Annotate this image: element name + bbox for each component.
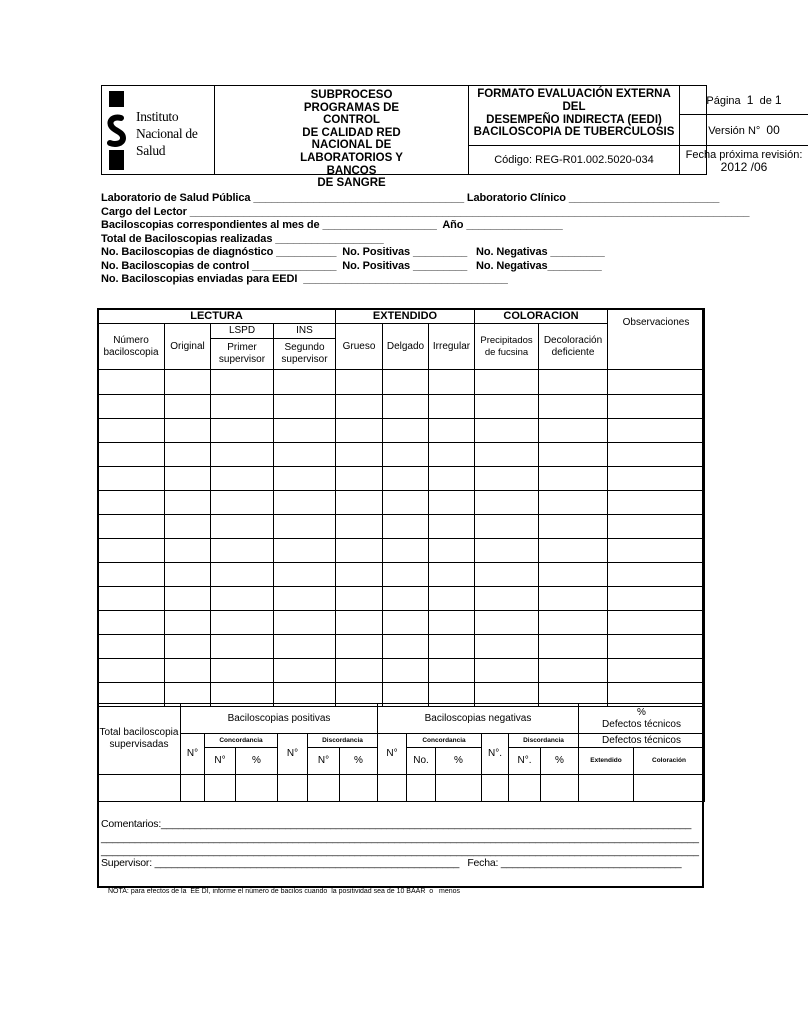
table-cell[interactable] [429, 587, 475, 611]
subprocess-line: DE SANGRE [317, 177, 386, 190]
table-cell[interactable] [274, 395, 336, 419]
summary-input-cell[interactable] [205, 775, 236, 802]
lectura-header: LECTURA [98, 309, 336, 324]
table-cell[interactable] [98, 515, 165, 539]
table-cell[interactable] [336, 419, 383, 443]
defecto-extendido: Extendido [579, 748, 634, 775]
table-cell[interactable] [429, 491, 475, 515]
table-cell[interactable] [475, 587, 539, 611]
table-cell[interactable] [383, 395, 429, 419]
reading-table [97, 308, 705, 707]
form-line-cargo[interactable]: Cargo del Lector _____________________________________________________________________________________________ [101, 206, 750, 218]
table-cell[interactable] [165, 443, 211, 467]
comentarios-field[interactable]: Comentarios:______________________________________________________________________________________________ [101, 818, 692, 830]
table-cell[interactable] [336, 587, 383, 611]
pos-disc-n: N° [308, 748, 340, 775]
pos-conc-pct: % [236, 748, 278, 775]
table-cell[interactable] [274, 563, 336, 587]
table-cell[interactable] [608, 563, 705, 587]
table-cell[interactable] [98, 587, 165, 611]
summary-input-cell[interactable] [278, 775, 308, 802]
ins-logo-icon [106, 114, 127, 148]
total-supervisadas: Total baciloscopia supervisadas [98, 704, 181, 775]
table-cell[interactable] [608, 587, 705, 611]
form-line-control[interactable]: No. Baciloscopias de control ______________ No. Positivas _________ No. Negativas_________ [101, 260, 602, 272]
format-cell [469, 86, 680, 174]
table-cell[interactable] [211, 587, 274, 611]
table-cell[interactable] [336, 515, 383, 539]
table-cell[interactable] [475, 395, 539, 419]
table-cell[interactable] [429, 395, 475, 419]
footnote: NOTA: para efectos de la EE DI, informe el número de bacilos cuando la positividad sea de 10 BAAR o menos [108, 888, 460, 895]
table-cell[interactable] [336, 443, 383, 467]
table-cell[interactable] [475, 611, 539, 635]
table-cell[interactable] [383, 443, 429, 467]
summary-input-cell[interactable] [436, 775, 482, 802]
table-cell[interactable] [274, 515, 336, 539]
form-line-mes[interactable]: Baciloscopias correspondientes al mes de ___________________ Año ________________ [101, 219, 563, 231]
table-row [98, 443, 705, 467]
format-line: BACILOSCOPIA DE TUBERCULOSIS [473, 126, 675, 139]
format-line: FORMATO EVALUACIÓN EXTERNA DEL [477, 88, 671, 113]
table-cell[interactable] [539, 370, 608, 395]
table-cell[interactable] [383, 611, 429, 635]
table-cell[interactable] [539, 635, 608, 659]
table-cell[interactable] [336, 370, 383, 395]
coloracion-header: COLORACION [475, 309, 608, 324]
table-cell[interactable] [539, 395, 608, 419]
table-cell[interactable] [383, 370, 429, 395]
form-line-diagnostico[interactable]: No. Baciloscopias de diagnóstico __________ No. Positivas _________ No. Negativas _________ [101, 246, 605, 258]
table-cell[interactable] [539, 539, 608, 563]
precipitados-header: Precipitados de fucsina [475, 324, 539, 370]
table-cell[interactable] [211, 515, 274, 539]
logo-text [136, 108, 198, 159]
table-cell[interactable] [274, 467, 336, 491]
table-cell[interactable] [539, 419, 608, 443]
table-cell[interactable] [475, 491, 539, 515]
table-cell[interactable] [336, 635, 383, 659]
form-line-total[interactable]: Total de Baciloscopias realizadas __________________ [101, 233, 384, 245]
table-cell[interactable] [383, 563, 429, 587]
table-cell[interactable] [539, 467, 608, 491]
table-cell[interactable] [608, 370, 705, 395]
supervisor-fecha-field[interactable]: Supervisor: ______________________________________________________ Fecha: ________________________________ [101, 857, 682, 869]
version-info [680, 115, 808, 146]
table-cell[interactable] [608, 443, 705, 467]
table-row [98, 395, 705, 419]
table-cell[interactable] [429, 419, 475, 443]
table-cell[interactable] [383, 635, 429, 659]
grueso-header: Grueso [336, 324, 383, 370]
table-row [98, 587, 705, 611]
table-cell[interactable] [608, 635, 705, 659]
pos-n-header: N° [181, 734, 205, 775]
summary-input-cell[interactable] [407, 775, 436, 802]
summary-input-cell[interactable] [181, 775, 205, 802]
neg-concordancia-header: Concordancia [407, 734, 482, 748]
table-cell[interactable] [608, 395, 705, 419]
table-cell[interactable] [539, 563, 608, 587]
table-row [98, 467, 705, 491]
table-cell[interactable] [429, 563, 475, 587]
table-row [98, 563, 705, 587]
table-cell[interactable] [336, 467, 383, 491]
table-row [98, 611, 705, 635]
table-row [98, 491, 705, 515]
table-cell[interactable] [98, 635, 165, 659]
table-cell[interactable] [98, 443, 165, 467]
subprocess-line: SUBPROCESO [310, 89, 393, 101]
table-cell[interactable] [475, 635, 539, 659]
table-cell[interactable] [98, 370, 165, 395]
comentarios-line-3[interactable]: __________________________________________________________________________________________________________ [101, 845, 699, 857]
negativas-header: Baciloscopias negativas [378, 704, 579, 734]
table-cell[interactable] [165, 419, 211, 443]
table-cell[interactable] [608, 515, 705, 539]
table-cell[interactable] [475, 539, 539, 563]
table-cell[interactable] [165, 611, 211, 635]
subprocess-line: NACIONAL DE [311, 139, 392, 152]
pos-conc-n: N° [205, 748, 236, 775]
table-cell[interactable] [429, 370, 475, 395]
defecto-coloracion: Coloración [634, 748, 705, 775]
next-rev-value: 2012 /06 [720, 160, 768, 174]
table-cell[interactable] [98, 659, 165, 683]
table-cell[interactable] [383, 587, 429, 611]
subprocess-title [215, 89, 468, 190]
table-cell[interactable] [98, 539, 165, 563]
summary-input-cell[interactable] [236, 775, 278, 802]
table-cell[interactable] [475, 443, 539, 467]
original-header: Original [165, 324, 211, 370]
table-cell[interactable] [336, 563, 383, 587]
defectos-pct-header [579, 704, 705, 734]
table-cell[interactable] [336, 491, 383, 515]
page-label: Página [706, 95, 741, 107]
pct-symbol: % [637, 706, 646, 718]
extendido-header: EXTENDIDO [336, 309, 475, 324]
table-cell[interactable] [274, 491, 336, 515]
table-cell[interactable] [429, 659, 475, 683]
table-cell[interactable] [539, 443, 608, 467]
table-cell[interactable] [383, 515, 429, 539]
table-cell[interactable] [211, 539, 274, 563]
form-line-laboratorio[interactable]: Laboratorio de Salud Pública ___________________________________ Laboratorio Clínico _________________________ [101, 192, 720, 204]
table-cell[interactable] [165, 395, 211, 419]
table-cell[interactable] [539, 611, 608, 635]
table-cell[interactable] [539, 659, 608, 683]
neg-discordancia-header: Discordancia [509, 734, 579, 748]
table-cell[interactable] [165, 659, 211, 683]
table-cell[interactable] [539, 587, 608, 611]
page-total: 1 [774, 93, 782, 107]
pos-n2-header: N° [278, 734, 308, 775]
table-cell[interactable] [211, 563, 274, 587]
page-number [680, 86, 808, 115]
segundo-supervisor-header: Segundo supervisor [274, 339, 336, 370]
numero-header: Número baciloscopia [98, 324, 165, 370]
format-title [469, 86, 679, 146]
pos-discordancia-header: Discordancia [308, 734, 378, 748]
summary-input-cell[interactable] [308, 775, 340, 802]
table-cell[interactable] [539, 515, 608, 539]
summary-input-cell[interactable] [579, 775, 634, 802]
table-row [98, 515, 705, 539]
table-cell[interactable] [98, 419, 165, 443]
table-cell[interactable] [274, 635, 336, 659]
neg-conc-n: No. [407, 748, 436, 775]
pos-disc-pct: % [340, 748, 378, 775]
neg-n-header: N° [378, 734, 407, 775]
table-cell[interactable] [475, 563, 539, 587]
table-cell[interactable] [274, 611, 336, 635]
table-cell[interactable] [336, 539, 383, 563]
summary-input-cell[interactable] [378, 775, 407, 802]
summary-input-cell[interactable] [509, 775, 541, 802]
primer-supervisor-header: Primer supervisor [211, 339, 274, 370]
comentarios-line-2[interactable]: __________________________________________________________________________________________________________ [101, 832, 699, 844]
table-cell[interactable] [336, 611, 383, 635]
summary-table [97, 703, 705, 802]
summary-input-cell[interactable] [541, 775, 579, 802]
table-cell[interactable] [211, 659, 274, 683]
defectos-header-2: Defectos técnicos [579, 734, 705, 748]
table-cell[interactable] [383, 419, 429, 443]
summary-input-cell[interactable] [482, 775, 509, 802]
neg-conc-pct: % [436, 748, 482, 775]
neg-disc-n: N°. [509, 748, 541, 775]
table-cell[interactable] [274, 419, 336, 443]
table-cell[interactable] [608, 611, 705, 635]
subprocess-line: LABORATORIOS Y BANCOS [300, 151, 403, 177]
table-cell[interactable] [429, 539, 475, 563]
summary-input-cell[interactable] [98, 775, 181, 802]
page-of: de [759, 95, 772, 107]
lspd-header: LSPD [211, 324, 274, 339]
summary-input-cell[interactable] [340, 775, 378, 802]
table-cell[interactable] [98, 611, 165, 635]
table-cell[interactable] [274, 539, 336, 563]
table-cell[interactable] [211, 635, 274, 659]
decoloracion-header: Decoloración deficiente [539, 324, 608, 370]
table-cell[interactable] [165, 635, 211, 659]
table-row [98, 635, 705, 659]
table-row [98, 659, 705, 683]
subprocess-line: DE CALIDAD RED [302, 126, 401, 139]
neg-n2-header: N°. [482, 734, 509, 775]
positivas-header: Baciloscopias positivas [181, 704, 378, 734]
table-cell[interactable] [165, 467, 211, 491]
table-cell[interactable] [165, 563, 211, 587]
table-cell[interactable] [211, 491, 274, 515]
format-code: Código: REG-R01.002.5020-034 [494, 154, 654, 166]
table-cell[interactable] [211, 443, 274, 467]
table-cell[interactable] [274, 659, 336, 683]
pos-concordancia-header: Concordancia [205, 734, 278, 748]
page-info-cell [680, 86, 808, 174]
table-row [98, 370, 705, 395]
table-cell[interactable] [98, 563, 165, 587]
table-cell[interactable] [274, 443, 336, 467]
defectos-label: Defectos técnicos [602, 718, 681, 730]
table-cell[interactable] [165, 515, 211, 539]
table-cell[interactable] [274, 370, 336, 395]
table-row [98, 539, 705, 563]
table-cell[interactable] [274, 587, 336, 611]
table-cell[interactable] [211, 467, 274, 491]
form-line-enviadas[interactable]: No. Baciloscopias enviadas para EEDI __________________________________ [101, 273, 508, 285]
table-cell[interactable] [429, 515, 475, 539]
table-cell[interactable] [98, 491, 165, 515]
logo-bar-bottom [109, 150, 124, 170]
table-cell[interactable] [211, 370, 274, 395]
table-cell[interactable] [165, 539, 211, 563]
table-cell[interactable] [608, 491, 705, 515]
table-cell[interactable] [429, 443, 475, 467]
subprocess-cell [215, 86, 469, 190]
version-label: Versión N° [708, 125, 761, 137]
table-cell[interactable] [211, 419, 274, 443]
ins-header: INS [274, 324, 336, 339]
logo-line-2: Nacional de [136, 126, 198, 141]
table-cell[interactable] [211, 395, 274, 419]
table-cell[interactable] [429, 635, 475, 659]
table-cell[interactable] [336, 659, 383, 683]
table-cell[interactable] [383, 539, 429, 563]
table-cell[interactable] [165, 370, 211, 395]
table-cell[interactable] [165, 491, 211, 515]
table-cell[interactable] [336, 395, 383, 419]
table-cell[interactable] [475, 370, 539, 395]
table-cell[interactable] [211, 611, 274, 635]
data-rows [98, 370, 705, 707]
table-cell[interactable] [383, 491, 429, 515]
table-cell[interactable] [165, 587, 211, 611]
table-cell[interactable] [383, 467, 429, 491]
table-cell[interactable] [608, 467, 705, 491]
table-cell[interactable] [475, 515, 539, 539]
table-cell[interactable] [539, 491, 608, 515]
format-line: DESEMPEÑO INDIRECTA (EEDI) [486, 113, 662, 126]
logo-line-1: Instituto [136, 109, 179, 124]
table-cell[interactable] [608, 659, 705, 683]
observaciones-header: Observaciones [608, 309, 705, 370]
table-cell[interactable] [475, 659, 539, 683]
logo-bar-top [109, 91, 124, 107]
table-cell[interactable] [475, 467, 539, 491]
next-rev-label: Fecha próxima revisión: [685, 149, 803, 161]
table-cell[interactable] [608, 419, 705, 443]
logo-line-3: Salud [136, 143, 166, 158]
irregular-header: Irregular [429, 324, 475, 370]
table-cell[interactable] [475, 419, 539, 443]
page-num: 1 [746, 93, 754, 107]
table-cell[interactable] [383, 659, 429, 683]
table-cell[interactable] [429, 611, 475, 635]
table-cell[interactable] [98, 467, 165, 491]
table-cell[interactable] [429, 467, 475, 491]
form-header [101, 85, 803, 190]
version-num: 00 [766, 123, 780, 137]
next-revision [680, 146, 808, 175]
delgado-header: Delgado [383, 324, 429, 370]
subprocess-line: PROGRAMAS DE CONTROL [303, 101, 400, 127]
logo-cell [102, 86, 215, 174]
table-row [98, 419, 705, 443]
table-cell[interactable] [608, 539, 705, 563]
summary-input-cell[interactable] [634, 775, 705, 802]
neg-disc-pct: % [541, 748, 579, 775]
table-cell[interactable] [98, 395, 165, 419]
